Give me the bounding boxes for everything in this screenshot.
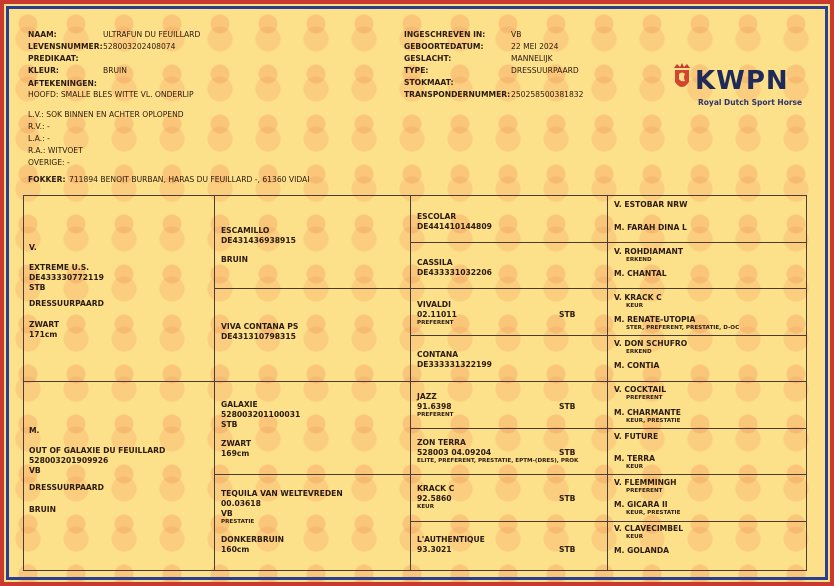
kleur-value: BRUIN <box>103 66 127 75</box>
dam-number: 528003201909926 <box>29 456 109 465</box>
gen3-book: STB <box>559 402 576 411</box>
type-label: TYPE: <box>404 66 429 75</box>
grid-line <box>607 195 608 571</box>
gen2-name: ESCAMILLO <box>221 226 270 235</box>
gen3-predicate: PREFERENT <box>417 412 454 418</box>
kleur-label: KLEUR: <box>28 66 59 75</box>
grid-line <box>23 381 807 382</box>
geboortedatum-label: GEBOORTEDATUM: <box>404 42 484 51</box>
sire-book: STB <box>29 283 46 292</box>
grid-line <box>23 195 807 196</box>
gen2-number: 00.03618 <box>221 499 261 508</box>
gen2-height: 169cm <box>221 449 250 458</box>
sire-prefix: V. <box>29 243 37 252</box>
grid-line <box>410 428 807 429</box>
gen2-name: VIVA CONTANA PS <box>221 322 299 331</box>
gen4-name: V. CLAVECIMBEL <box>614 524 684 533</box>
gen3-predicate: ELITE, PREFERENT, PRESTATIE, EPTM-(DRES), PROK <box>417 458 579 464</box>
gen3-number: 528003 04.09204 <box>417 448 492 457</box>
gen4-name: M. CONTIA <box>614 361 660 370</box>
transponder-label: TRANSPONDERNUMMER: <box>404 90 511 99</box>
kwpn-wordmark: KWPN <box>695 66 789 96</box>
grid-line <box>410 521 807 522</box>
fokker-label: FOKKER: <box>28 175 66 184</box>
gen3-name: L'AUTHENTIQUE <box>417 535 485 544</box>
gen3-book: STB <box>559 310 576 319</box>
gen4-predicate: KEUR, PRESTATIE <box>626 510 681 516</box>
gen3-number: DE333331322199 <box>417 360 492 369</box>
grid-line <box>410 195 411 571</box>
gen2-predicate: PRESTATIE <box>221 519 255 525</box>
gen3-book: STB <box>559 448 576 457</box>
ingeschreven-value: VB <box>511 30 522 39</box>
gen4-name: V. DON SCHUFRO <box>614 339 688 348</box>
aftekening-rv: R.V.: - <box>28 122 50 131</box>
grid-line <box>23 570 807 571</box>
transponder-value: 250258500381832 <box>511 90 584 99</box>
gen2-name: GALAXIE <box>221 400 258 409</box>
gen4-name: M. GOLANDA <box>614 546 670 555</box>
gen4-name: M. GICARA II <box>614 500 668 509</box>
grid-line <box>214 474 807 475</box>
dam-name: OUT OF GALAXIE DU FEUILLARD <box>29 446 166 455</box>
gen4-name: M. FARAH DINA L <box>614 223 687 232</box>
gen3-number: 93.3021 <box>417 545 452 554</box>
aftekening-lv: L.V.: SOK BINNEN EN ACHTER OPLOPEND <box>28 110 184 119</box>
gen4-name: V. KRACK C <box>614 293 662 302</box>
aftekening-overige: OVERIGE: - <box>28 158 70 167</box>
gen2-extra: ZWART <box>221 439 252 448</box>
gen4-name: M. RENATE-UTOPIA <box>614 315 696 324</box>
gen2-number: DE431436938915 <box>221 236 296 245</box>
gen4-predicate: KEUR <box>626 534 644 540</box>
gen3-name: KRACK C <box>417 484 455 493</box>
gen4-predicate: KEUR, PRESTATIE <box>626 418 681 424</box>
geslacht-label: GESLACHT: <box>404 54 452 63</box>
naam-value: ULTRAFUN DU FEUILLARD <box>103 30 201 39</box>
dam-colour: BRUIN <box>29 505 56 514</box>
gen3-name: VIVALDI <box>417 300 451 309</box>
gen3-number: 91.6398 <box>417 402 452 411</box>
gen3-book: STB <box>559 545 576 554</box>
stokmaat-label: STOKMAAT: <box>404 78 454 87</box>
gen4-name: V. FUTURE <box>614 432 659 441</box>
gen4-predicate: ERKEND <box>626 257 652 263</box>
gen3-name: CASSILA <box>417 258 453 267</box>
grid-line <box>23 195 24 571</box>
gen4-predicate: KEUR <box>626 464 644 470</box>
gen2-height: 160cm <box>221 545 250 554</box>
gen3-number: 02.11011 <box>417 310 457 319</box>
kwpn-logo <box>671 62 801 108</box>
gen3-number: DE433331032206 <box>417 268 492 277</box>
gen4-name: M. TERRA <box>614 454 656 463</box>
gen3-name: ZON TERRA <box>417 438 466 447</box>
gen2-book: STB <box>221 420 238 429</box>
gen4-name: V. ROHDIAMANT <box>614 247 684 256</box>
levensnummer-value: 528003202408074 <box>103 42 176 51</box>
sire-height: 171cm <box>29 330 58 339</box>
gen3-predicate: KEUR <box>417 504 435 510</box>
aftekening-hoofd: HOOFD: SMALLE BLES WITTE VL. ONDERLIP <box>28 90 194 99</box>
gen4-name: V. FLEMMINGH <box>614 478 677 487</box>
sire-colour: ZWART <box>29 320 60 329</box>
gen3-book: STB <box>559 494 576 503</box>
gen3-number: DE441410144809 <box>417 222 492 231</box>
gen2-number: DE431310798315 <box>221 332 296 341</box>
gen2-extra: DONKERBRUIN <box>221 535 285 544</box>
fokker-value: 711894 BENOIT BURBAN, HARAS DU FEUILLARD -, 61360 VIDAI <box>69 175 310 184</box>
type-value: DRESSUURPAARD <box>511 66 579 75</box>
dam-prefix: M. <box>29 426 40 435</box>
gen4-name: M. CHARMANTE <box>614 408 681 417</box>
gen4-predicate: ERKEND <box>626 349 652 355</box>
crown-lion-crest-icon <box>671 62 693 94</box>
geslacht-value: MANNELIJK <box>511 54 553 63</box>
gen4-predicate: PREFERENT <box>626 395 663 401</box>
gen3-number: 92.5860 <box>417 494 452 503</box>
gen2-extra: BRUIN <box>221 255 248 264</box>
predikaat-label: PREDIKAAT: <box>28 54 79 63</box>
dam-book: VB <box>29 466 41 475</box>
kwpn-tagline: Royal Dutch Sport Horse <box>698 98 803 107</box>
naam-label: NAAM: <box>28 30 57 39</box>
gen2-book: VB <box>221 509 233 518</box>
dam-type: DRESSUURPAARD <box>29 483 104 492</box>
gen3-name: CONTANA <box>417 350 459 359</box>
sire-type: DRESSUURPAARD <box>29 299 104 308</box>
grid-line <box>214 288 807 289</box>
gen4-predicate: PREFERENT <box>626 488 663 494</box>
ingeschreven-label: INGESCHREVEN IN: <box>404 30 486 39</box>
gen4-predicate: STER, PREFERENT, PRESTATIE, D-OC <box>626 325 740 331</box>
aftekening-la: L.A.: - <box>28 134 50 143</box>
geboortedatum-value: 22 MEI 2024 <box>511 42 559 51</box>
gen2-number: 528003201100031 <box>221 410 301 419</box>
gen3-name: JAZZ <box>417 392 437 401</box>
grid-line <box>410 335 807 336</box>
aftekeningen-label: AFTEKENINGEN: <box>28 79 97 88</box>
gen4-name: V. ESTOBAR NRW <box>614 200 688 209</box>
gen4-predicate: KEUR <box>626 303 644 309</box>
levensnummer-label: LEVENSNUMMER: <box>28 42 103 51</box>
gen3-name: ESCOLAR <box>417 212 457 221</box>
gen4-name: V. COCKTAIL <box>614 385 667 394</box>
gen4-name: M. CHANTAL <box>614 269 667 278</box>
sire-number: DE433330772119 <box>29 273 104 282</box>
aftekening-ra: R.A.: WITVOET <box>28 146 83 155</box>
gen2-name: TEQUILA VAN WELTEVREDEN <box>221 489 343 498</box>
grid-line <box>214 195 215 571</box>
sire-name: EXTREME U.S. <box>29 263 90 272</box>
grid-line <box>806 195 807 571</box>
gen3-predicate: PREFERENT <box>417 320 454 326</box>
grid-line <box>410 242 807 243</box>
